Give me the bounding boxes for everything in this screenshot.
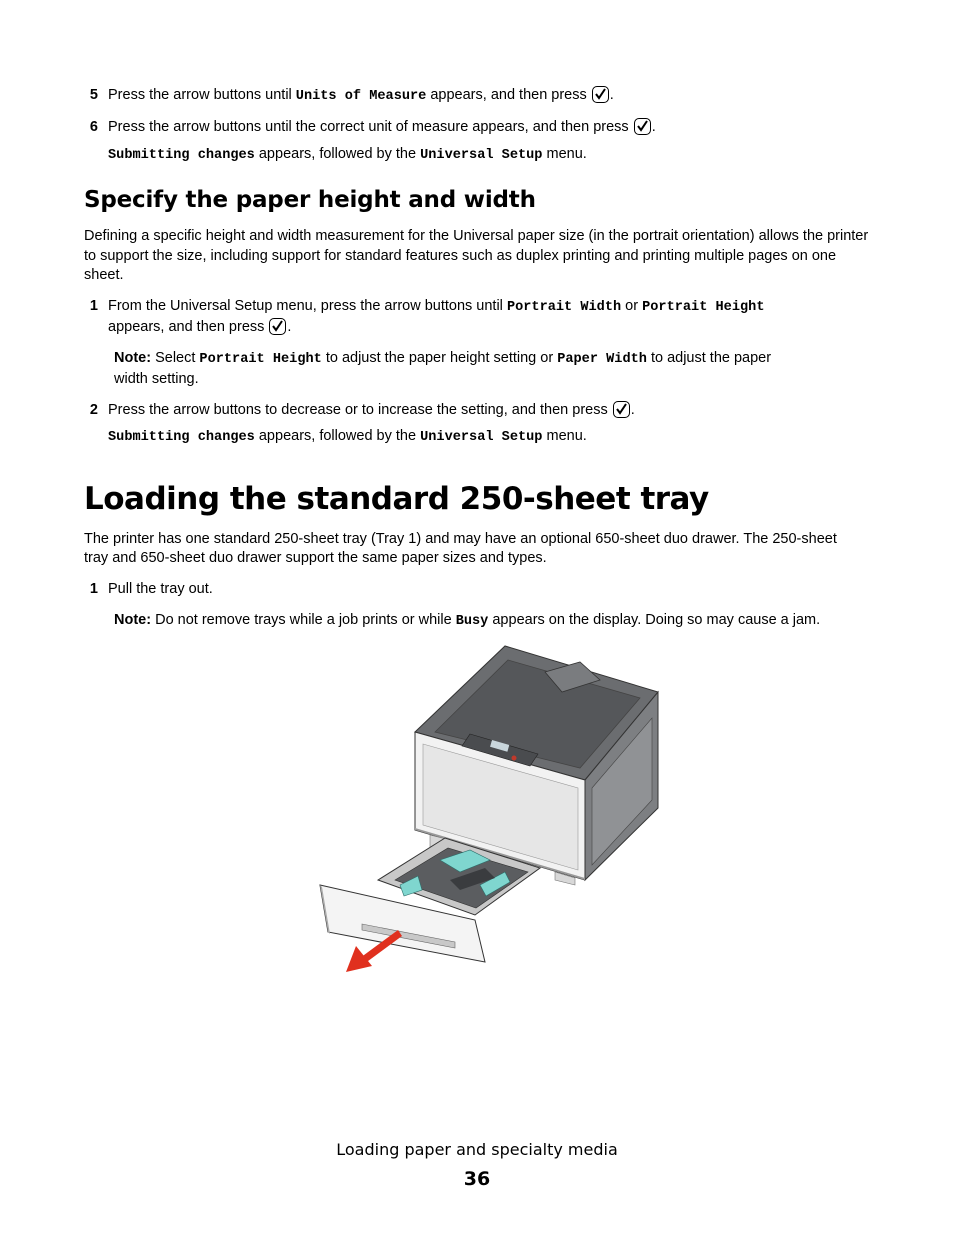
note-text: to adjust the paper height setting or: [321, 350, 558, 366]
step-text: or: [621, 298, 643, 314]
select-check-icon: [592, 86, 609, 103]
step-text: Press the arrow buttons until the correct unit of measure appears, and then press: [108, 119, 633, 135]
section-intro-line2: tray and 650-sheet duo drawer support the same paper sizes and types.: [84, 550, 547, 566]
step-text: .: [630, 402, 635, 418]
code-text: Portrait Height: [642, 300, 765, 315]
code-text: Busy: [455, 614, 489, 629]
step-number: 6: [89, 119, 98, 135]
section-heading: Specify the paper height and width: [84, 187, 536, 213]
section-intro-line1: The printer has one standard 250-sheet tray (Tray 1) and may have an optional 650-sheet duo drawer. The 250-sheet: [84, 531, 837, 547]
page-number: 36: [463, 1168, 491, 1190]
code-text: Paper Width: [557, 352, 647, 367]
step-text: appears, followed by the: [254, 428, 421, 444]
step-number: 2: [89, 402, 98, 418]
code-text: Units of Measure: [295, 89, 427, 104]
step-1-text: [108, 297, 764, 318]
step-text: appears, and then press: [426, 87, 591, 103]
step-text: appears, followed by the: [254, 146, 421, 162]
printer-tray-illustration: [300, 640, 670, 980]
select-check-icon: [634, 118, 651, 135]
code-text: Universal Setup: [420, 148, 543, 163]
code-text: Universal Setup: [420, 430, 543, 445]
note-label: Note:: [114, 350, 152, 366]
step-2-result: [108, 427, 587, 448]
step-text: menu.: [542, 146, 587, 162]
step-text: Press the arrow buttons to decrease or to increase the setting, and then press: [108, 402, 612, 418]
step-number: 1: [89, 581, 98, 597]
note-text: Do not remove trays while a job prints or while: [151, 612, 456, 628]
code-text: Portrait Height: [199, 352, 322, 367]
note: [114, 349, 771, 370]
note-text-line2: width setting.: [114, 371, 199, 387]
select-check-icon: [613, 401, 630, 418]
step-text: From the Universal Setup menu, press the arrow buttons until: [108, 298, 507, 314]
step-number: 1: [89, 298, 98, 314]
note: [114, 611, 820, 632]
note-text: appears on the display. Doing so may cause a jam.: [488, 612, 821, 628]
step-6-result: [108, 145, 587, 166]
step-6-text: [108, 118, 656, 138]
code-text: Submitting changes: [108, 148, 255, 163]
code-text: Submitting changes: [108, 430, 255, 445]
step-1-text-line2: [108, 318, 291, 338]
step-number: 5: [89, 87, 98, 103]
note-text: Select: [151, 350, 200, 366]
step-text: Pull the tray out.: [108, 581, 213, 597]
footer-title: Loading paper and specialty media: [336, 1140, 618, 1159]
page-section-title: Loading the standard 250-sheet tray: [84, 481, 709, 517]
step-text: menu.: [542, 428, 587, 444]
step-text: .: [609, 87, 614, 103]
note-label: Note:: [114, 612, 152, 628]
step-text: .: [651, 119, 656, 135]
note-text: to adjust the paper: [646, 350, 772, 366]
step-text: Press the arrow buttons until: [108, 87, 296, 103]
code-text: Portrait Width: [506, 300, 622, 315]
section-intro: Defining a specific height and width measurement for the Universal paper size (in the portrait orientation) allows the printer to support the size, including support for standard features such as duplex printing and printing multiple pages on one sheet.: [84, 228, 869, 283]
select-check-icon: [269, 318, 286, 335]
step-2-text: [108, 401, 635, 421]
step-5-text: [108, 86, 614, 107]
step-text: .: [287, 319, 292, 335]
step-text: appears, and then press: [108, 319, 269, 335]
